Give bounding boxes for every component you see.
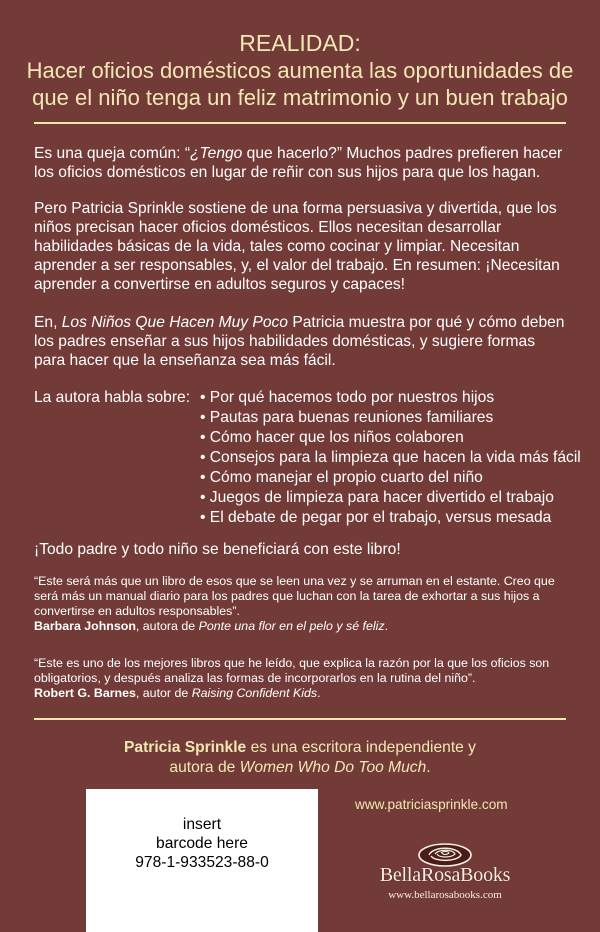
author-website: www.patriciasprinkle.com (355, 797, 508, 812)
topic-item: • Por qué hacemos todo por nuestros hijos (200, 389, 495, 406)
topic-item: • El debate de pegar por el trabajo, versus mesada (200, 509, 552, 526)
barcode-line-2: barcode here (156, 835, 248, 852)
topic-item: • Juegos de limpieza para hacer divertido el trabajo (200, 489, 554, 506)
author-bio: Patricia Sprinkle es una escritora independiente y autora de Women Who Do Too Much. (124, 739, 476, 776)
top-divider (34, 122, 566, 124)
topic-item: • Consejos para la limpieza que hacen la vida más fácil (200, 449, 581, 466)
paragraph-book: En, Los Niños Que Hacen Muy Poco Patricia muestra por qué y cómo deben los padres enseñar a sus hijos habilidades domésticas, y sugiere formas para hacer que la enseñanza sea más fácil. (34, 314, 565, 369)
book-title: Los Niños Que Hacen Muy Poco (61, 314, 288, 331)
closing-line: ¡Todo padre y todo niño se beneficiará con este libro! (34, 541, 401, 558)
quote-book: Raising Confident Kids (191, 686, 318, 700)
headline-line-2: que el niño tenga un feliz matrimonio y un buen trabajo (32, 85, 568, 110)
bio-name: Patricia Sprinkle (124, 739, 247, 756)
bio-book: Women Who Do Too Much (239, 759, 427, 776)
publisher-url: www.bellarosabooks.com (388, 889, 502, 901)
quote-author: Barbara Johnson (34, 619, 136, 633)
quote-barnes: “Este es uno de los mejores libros que he leído, que explica la razón por la que los oficios son obligatorios, y después analiza las formas de incorporarlos en la rutina del niño”. Robert G. Barnes, autor de Raising Confident Kids. (34, 656, 550, 700)
paragraph-complaint: Es una queja común: “¿Tengo que hacerlo?” Muchos padres prefieren hacer los oficios domésticos en lugar de reñir con sus hijos para que los hagan. (34, 145, 563, 181)
headline-line-1: Hacer oficios domésticos aumenta las oportunidades de (26, 58, 574, 83)
isbn: 978-1-933523-88-0 (135, 854, 269, 871)
topic-item: • Cómo manejar el propio cuarto del niño (200, 469, 483, 486)
topic-item: • Pautas para buenas reuniones familiares (200, 409, 494, 426)
barcode-line-1: insert (182, 816, 222, 833)
barcode-placeholder (86, 789, 318, 932)
italic-tengo: ¿Tengo (190, 145, 243, 162)
bottom-divider (34, 718, 566, 720)
topics-list (200, 388, 580, 528)
topic-item: • Cómo hacer que los niños colaboren (200, 429, 464, 446)
quote-author: Robert G. Barnes (34, 686, 136, 700)
publisher-name: BellaRosaBooks (379, 864, 511, 886)
headline-title: REALIDAD: (239, 30, 361, 56)
quote-book: Ponte una flor en el pelo y sé feliz (198, 619, 385, 633)
paragraph-argument: Pero Patricia Sprinkle sostiene de una forma persuasiva y divertida, que los niños precisan hacer oficios domésticos. Ellos necesitan desarrollar habilidades básicas de la vida, tales como cocinar y limpiar. Necesitan aprender a ser responsables, y, el valor del trabajo. En resumen: ¡Necesitan aprender a convertirse en adultos seguros y capaces! (34, 200, 560, 293)
topics-lead: La autora habla sobre: (34, 389, 191, 406)
publisher-logo (360, 842, 530, 912)
headline (0, 30, 600, 111)
quote-johnson: “Este será más que un libro de esos que se leen una vez y se arruman en el estante. Creo que será más un manual diario para los padres que luchan con la tarea de exhortar a sus hijos a convertirse en adultos responsables”. Barbara Johnson, autora de Ponte una flor en el pelo y sé feliz. (34, 574, 555, 633)
